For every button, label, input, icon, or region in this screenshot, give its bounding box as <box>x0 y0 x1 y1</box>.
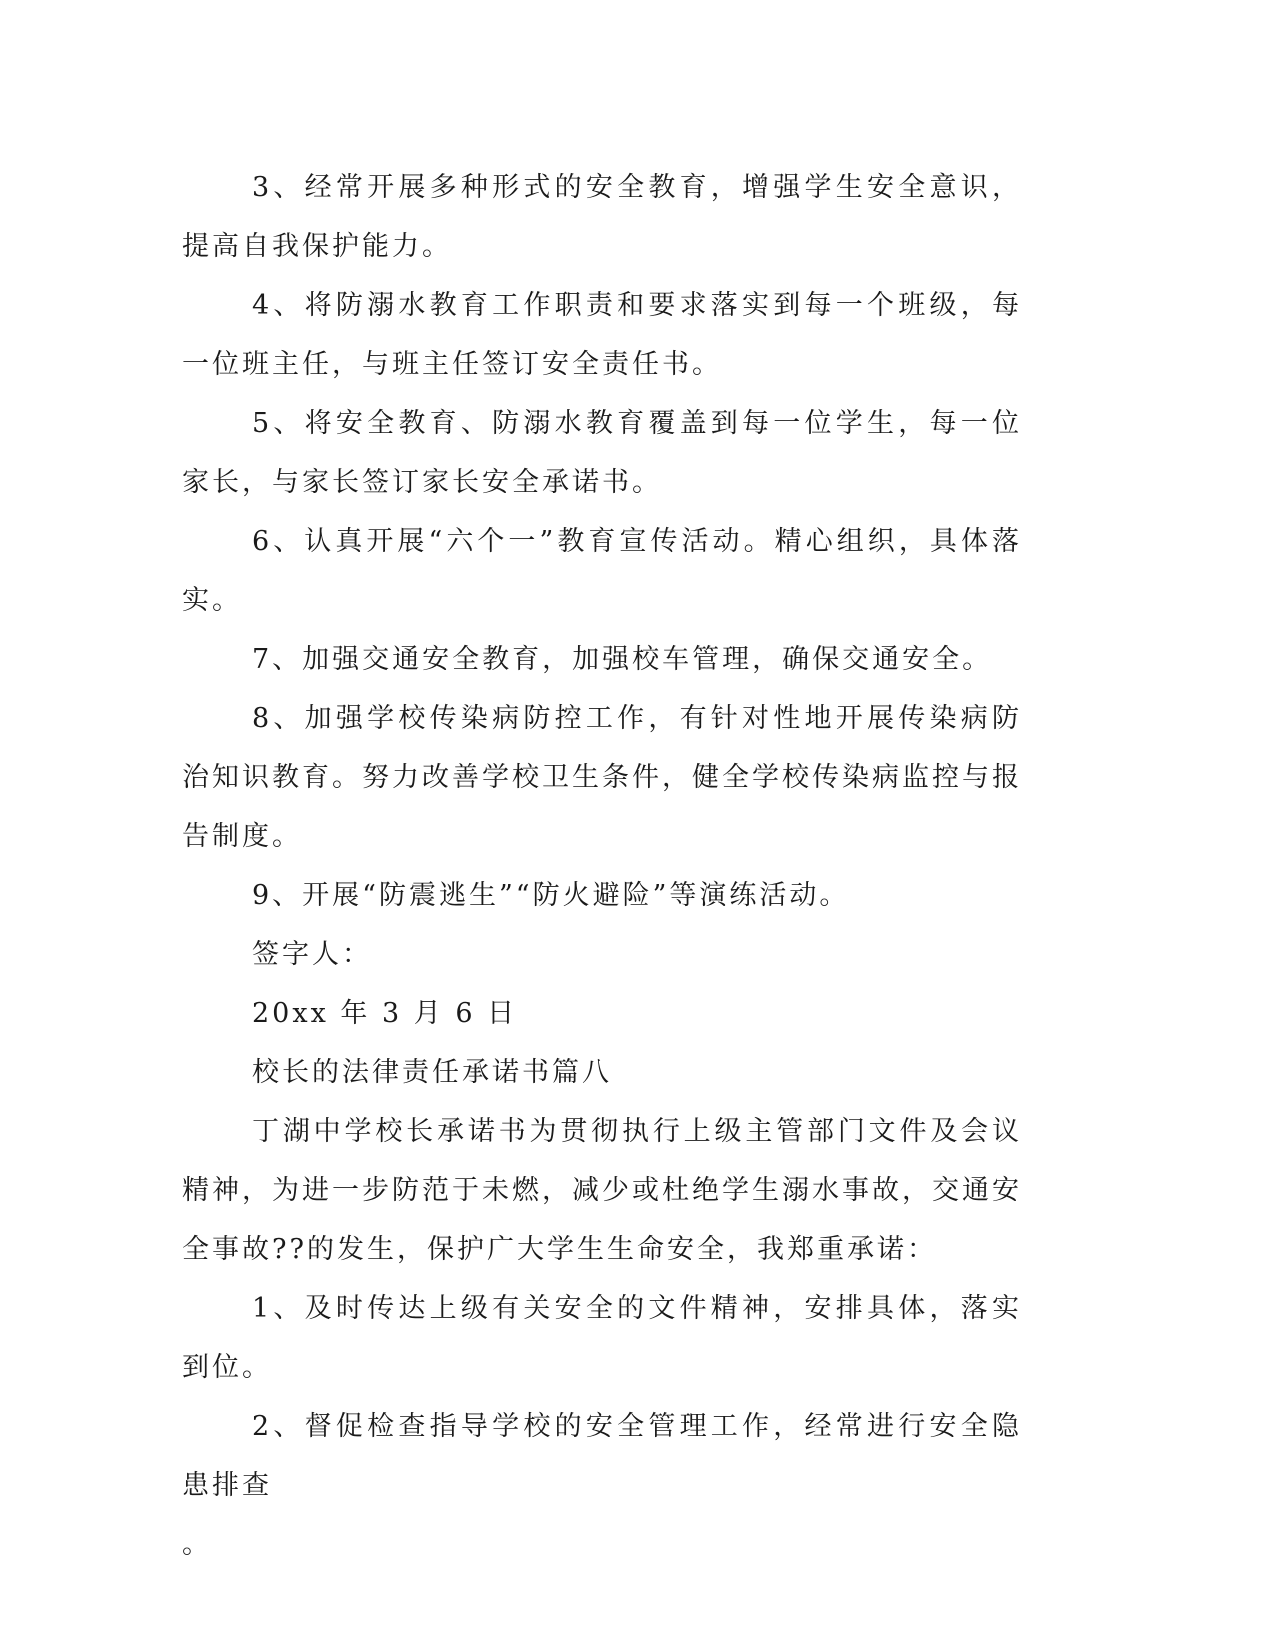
paragraph-item-4: 4、将防溺水教育工作职责和要求落实到每一个班级，每一位班主任，与班主任签订安全责任书。 <box>182 290 1022 380</box>
paragraph-item-6: 6、认真开展“六个一”教育宣传活动。精心组织，具体落实。 <box>182 526 1022 616</box>
paragraph-item-3: 3、经常开展多种形式的安全教育，增强学生安全意识，提高自我保护能力。 <box>182 172 1022 262</box>
trailing-period: 。 <box>182 1529 212 1560</box>
document-body <box>182 158 1022 1574</box>
signature-date: 20xx 年 3 月 6 日 <box>252 998 518 1029</box>
paragraph-item-5: 5、将安全教育、防溺水教育覆盖到每一位学生，每一位家长，与家长签订家长安全承诺书。 <box>182 408 1022 498</box>
pledge-item-1: 1、及时传达上级有关安全的文件精神，安排具体，落实到位。 <box>182 1293 1022 1383</box>
paragraph-item-9: 9、开展“防震逃生”“防火避险”等演练活动。 <box>252 880 850 911</box>
section-heading: 校长的法律责任承诺书篇八 <box>252 1057 612 1088</box>
pledge-intro: 丁湖中学校长承诺书为贯彻执行上级主管部门文件及会议精神，为进一步防范于未燃，减少或杜绝学生溺水事故，交通安全事故??的发生，保护广大学生生命安全，我郑重承诺： <box>182 1116 1022 1265</box>
paragraph-item-7: 7、加强交通安全教育，加强校车管理，确保交通安全。 <box>252 644 993 675</box>
paragraph-item-8: 8、加强学校传染病防控工作，有针对性地开展传染病防治知识教育。努力改善学校卫生条件，健全学校传染病监控与报告制度。 <box>182 703 1022 852</box>
signature-label: 签字人： <box>252 939 372 970</box>
pledge-item-2: 2、督促检查指导学校的安全管理工作，经常进行安全隐患排查 <box>182 1411 1022 1501</box>
